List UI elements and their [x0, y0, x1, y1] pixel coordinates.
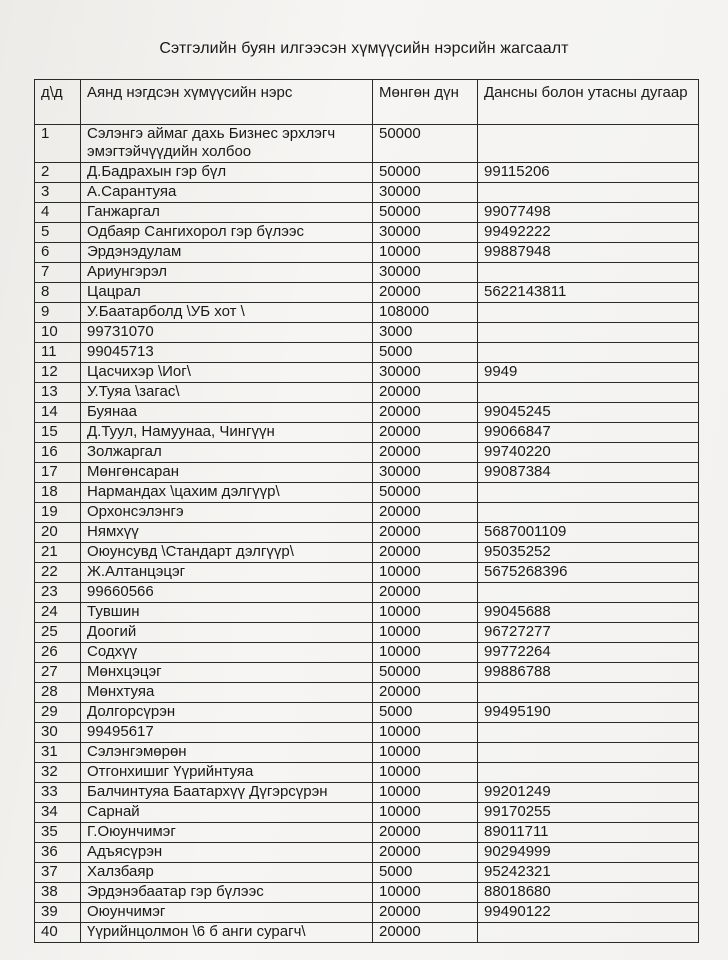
cell-amount: 50000 — [373, 125, 478, 163]
table-row — [35, 483, 699, 503]
cell-name: 99660566 — [81, 583, 373, 603]
cell-account — [478, 683, 699, 703]
cell-number: 39 — [35, 903, 81, 923]
cell-account: 99045688 — [478, 603, 699, 623]
table-row — [35, 883, 699, 903]
table-row — [35, 843, 699, 863]
cell-amount: 10000 — [373, 563, 478, 583]
cell-name: Халзбаяр — [81, 863, 373, 883]
cell-name: Д.Бадрахын гэр бүл — [81, 163, 373, 183]
cell-name: Содхүү — [81, 643, 373, 663]
cell-number: 7 — [35, 263, 81, 283]
cell-amount: 10000 — [373, 743, 478, 763]
cell-account — [478, 383, 699, 403]
cell-amount: 20000 — [373, 543, 478, 563]
header-account: Дансны болон утасны дугаар — [478, 80, 699, 125]
table-row — [35, 503, 699, 523]
cell-account: 99115206 — [478, 163, 699, 183]
cell-number: 21 — [35, 543, 81, 563]
table-row — [35, 903, 699, 923]
cell-amount: 20000 — [373, 403, 478, 423]
cell-name: Одбаяр Сангихорол гэр бүлээс — [81, 223, 373, 243]
cell-amount: 10000 — [373, 243, 478, 263]
cell-account — [478, 763, 699, 783]
cell-account: 90294999 — [478, 843, 699, 863]
cell-amount: 20000 — [373, 443, 478, 463]
cell-account — [478, 723, 699, 743]
cell-account — [478, 743, 699, 763]
cell-number: 27 — [35, 663, 81, 683]
cell-number: 9 — [35, 303, 81, 323]
table-row — [35, 323, 699, 343]
table-row — [35, 643, 699, 663]
cell-name: Мөнхтуяа — [81, 683, 373, 703]
cell-account: 5622143811 — [478, 283, 699, 303]
table-row — [35, 783, 699, 803]
table-row — [35, 723, 699, 743]
cell-name: 99495617 — [81, 723, 373, 743]
cell-amount: 20000 — [373, 823, 478, 843]
document-title: Сэтгэлийн буян илгээсэн хүмүүсийн нэрсийн жагсаалт — [159, 40, 569, 57]
cell-name: Сэлэнгэмөрөн — [81, 743, 373, 763]
cell-number: 18 — [35, 483, 81, 503]
cell-account: 9949 — [478, 363, 699, 383]
table-row — [35, 823, 699, 843]
cell-number: 3 — [35, 183, 81, 203]
cell-number: 29 — [35, 703, 81, 723]
cell-account — [478, 583, 699, 603]
cell-number: 22 — [35, 563, 81, 583]
cell-name: 99731070 — [81, 323, 373, 343]
cell-amount: 30000 — [373, 183, 478, 203]
cell-name: Ж.Алтанцэцэг — [81, 563, 373, 583]
cell-number: 37 — [35, 863, 81, 883]
cell-account — [478, 343, 699, 363]
cell-account: 99495190 — [478, 703, 699, 723]
cell-name: А.Сарантуяа — [81, 183, 373, 203]
cell-amount: 20000 — [373, 523, 478, 543]
cell-number: 12 — [35, 363, 81, 383]
cell-account — [478, 323, 699, 343]
table-row — [35, 603, 699, 623]
cell-amount: 108000 — [373, 303, 478, 323]
cell-amount: 50000 — [373, 663, 478, 683]
cell-account: 95242321 — [478, 863, 699, 883]
cell-name: Мөнгөнсаран — [81, 463, 373, 483]
cell-name: Оюунсувд \Стандарт дэлгүүр\ — [81, 543, 373, 563]
cell-account: 96727277 — [478, 623, 699, 643]
cell-amount: 30000 — [373, 463, 478, 483]
header-name: Аянд нэгдсэн хүмүүсийн нэрс — [81, 80, 373, 125]
table-row — [35, 803, 699, 823]
cell-account: 99887948 — [478, 243, 699, 263]
cell-name: Мөнхцэцэг — [81, 663, 373, 683]
cell-name: Оюунчимэг — [81, 903, 373, 923]
cell-amount: 20000 — [373, 683, 478, 703]
table-row — [35, 223, 699, 243]
cell-account: 99490122 — [478, 903, 699, 923]
table-row — [35, 183, 699, 203]
cell-name: Эрдэнэдулам — [81, 243, 373, 263]
cell-number: 38 — [35, 883, 81, 903]
table-row — [35, 263, 699, 283]
cell-account — [478, 263, 699, 283]
cell-name: Отгонхишиг Үүрийнтуяа — [81, 763, 373, 783]
cell-account: 5687001109 — [478, 523, 699, 543]
table-row — [35, 923, 699, 943]
cell-name: Цасчихэр \Иог\ — [81, 363, 373, 383]
cell-account: 99772264 — [478, 643, 699, 663]
cell-account: 99201249 — [478, 783, 699, 803]
cell-name: Үүрийнцолмон \6 б анги сурагч\ — [81, 923, 373, 943]
cell-account: 99066847 — [478, 423, 699, 443]
cell-account — [478, 125, 699, 163]
cell-amount: 20000 — [373, 503, 478, 523]
table-row — [35, 663, 699, 683]
table-row — [35, 163, 699, 183]
cell-number: 15 — [35, 423, 81, 443]
cell-account: 99087384 — [478, 463, 699, 483]
cell-name: Буянаа — [81, 403, 373, 423]
cell-name: У.Туяа \загас\ — [81, 383, 373, 403]
table-header-row — [35, 80, 699, 125]
cell-name: Сэлэнгэ аймаг дахь Бизнес эрхлэгч эмэгтэйчүүдийн холбоо — [81, 125, 373, 163]
cell-amount: 10000 — [373, 783, 478, 803]
cell-amount: 5000 — [373, 863, 478, 883]
table-row — [35, 683, 699, 703]
cell-name: Ганжаргал — [81, 203, 373, 223]
cell-name: Нармандах \цахим дэлгүүр\ — [81, 483, 373, 503]
table-row — [35, 563, 699, 583]
cell-amount: 30000 — [373, 223, 478, 243]
cell-name: Г.Оюунчимэг — [81, 823, 373, 843]
table-row — [35, 463, 699, 483]
table-row — [35, 343, 699, 363]
cell-number: 20 — [35, 523, 81, 543]
table-row — [35, 703, 699, 723]
cell-name: Доогий — [81, 623, 373, 643]
cell-name: Адъясүрэн — [81, 843, 373, 863]
cell-number: 31 — [35, 743, 81, 763]
cell-account: 99170255 — [478, 803, 699, 823]
cell-amount: 10000 — [373, 643, 478, 663]
cell-amount: 30000 — [373, 263, 478, 283]
cell-number: 2 — [35, 163, 81, 183]
cell-account: 5675268396 — [478, 563, 699, 583]
cell-number: 30 — [35, 723, 81, 743]
cell-name: Балчинтуяа Баатархүү Дүгэрсүрэн — [81, 783, 373, 803]
cell-account — [478, 303, 699, 323]
cell-amount: 50000 — [373, 483, 478, 503]
cell-amount: 5000 — [373, 343, 478, 363]
cell-account — [478, 923, 699, 943]
cell-amount: 20000 — [373, 423, 478, 443]
cell-name: Тувшин — [81, 603, 373, 623]
table-row — [35, 203, 699, 223]
cell-account: 99045245 — [478, 403, 699, 423]
cell-amount: 20000 — [373, 843, 478, 863]
cell-name: Эрдэнэбаатар гэр бүлээс — [81, 883, 373, 903]
cell-account — [478, 483, 699, 503]
cell-amount: 20000 — [373, 283, 478, 303]
cell-account: 99492222 — [478, 223, 699, 243]
cell-number: 35 — [35, 823, 81, 843]
cell-number: 5 — [35, 223, 81, 243]
cell-name: 99045713 — [81, 343, 373, 363]
cell-account: 88018680 — [478, 883, 699, 903]
cell-number: 19 — [35, 503, 81, 523]
table-row — [35, 243, 699, 263]
table-row — [35, 863, 699, 883]
cell-amount: 10000 — [373, 623, 478, 643]
cell-number: 11 — [35, 343, 81, 363]
cell-number: 17 — [35, 463, 81, 483]
cell-name: У.Баатарболд \УБ хот \ — [81, 303, 373, 323]
table-row — [35, 523, 699, 543]
cell-account: 95035252 — [478, 543, 699, 563]
cell-number: 23 — [35, 583, 81, 603]
cell-name: Ариунгэрэл — [81, 263, 373, 283]
cell-amount: 50000 — [373, 203, 478, 223]
cell-number: 34 — [35, 803, 81, 823]
cell-name: Орхонсэлэнгэ — [81, 503, 373, 523]
table-row — [35, 303, 699, 323]
cell-amount: 10000 — [373, 603, 478, 623]
cell-name: Золжаргал — [81, 443, 373, 463]
cell-number: 16 — [35, 443, 81, 463]
cell-number: 14 — [35, 403, 81, 423]
cell-amount: 10000 — [373, 803, 478, 823]
cell-name: Сарнай — [81, 803, 373, 823]
cell-amount: 3000 — [373, 323, 478, 343]
cell-amount: 10000 — [373, 883, 478, 903]
cell-account — [478, 503, 699, 523]
cell-number: 26 — [35, 643, 81, 663]
table-row — [35, 383, 699, 403]
cell-number: 33 — [35, 783, 81, 803]
table-row — [35, 763, 699, 783]
cell-number: 4 — [35, 203, 81, 223]
table-row — [35, 443, 699, 463]
table-row — [35, 583, 699, 603]
cell-number: 6 — [35, 243, 81, 263]
table-row — [35, 743, 699, 763]
header-amount: Мөнгөн дүн — [373, 80, 478, 125]
cell-amount: 20000 — [373, 383, 478, 403]
cell-number: 40 — [35, 923, 81, 943]
cell-amount: 5000 — [373, 703, 478, 723]
table-row — [35, 543, 699, 563]
cell-account — [478, 183, 699, 203]
cell-amount: 50000 — [373, 163, 478, 183]
cell-name: Нямхүү — [81, 523, 373, 543]
cell-name: Цацрал — [81, 283, 373, 303]
cell-number: 13 — [35, 383, 81, 403]
cell-number: 28 — [35, 683, 81, 703]
cell-amount: 20000 — [373, 923, 478, 943]
table-row — [35, 623, 699, 643]
table-body — [35, 125, 699, 943]
header-number: д\д — [35, 80, 81, 125]
table-row — [35, 125, 699, 163]
cell-name: Д.Туул, Намуунаа, Чингүүн — [81, 423, 373, 443]
cell-account: 89011711 — [478, 823, 699, 843]
cell-number: 1 — [35, 125, 81, 163]
cell-amount: 30000 — [373, 363, 478, 383]
donor-table — [34, 79, 699, 943]
cell-name: Долгорсүрэн — [81, 703, 373, 723]
cell-account: 99740220 — [478, 443, 699, 463]
cell-number: 10 — [35, 323, 81, 343]
cell-amount: 20000 — [373, 583, 478, 603]
cell-account: 99077498 — [478, 203, 699, 223]
cell-number: 25 — [35, 623, 81, 643]
cell-amount: 20000 — [373, 903, 478, 923]
cell-number: 32 — [35, 763, 81, 783]
cell-number: 24 — [35, 603, 81, 623]
cell-amount: 10000 — [373, 723, 478, 743]
table-row — [35, 423, 699, 443]
table-row — [35, 403, 699, 423]
table-row — [35, 363, 699, 383]
cell-number: 8 — [35, 283, 81, 303]
table-row — [35, 283, 699, 303]
cell-amount: 10000 — [373, 763, 478, 783]
cell-number: 36 — [35, 843, 81, 863]
cell-account: 99886788 — [478, 663, 699, 683]
